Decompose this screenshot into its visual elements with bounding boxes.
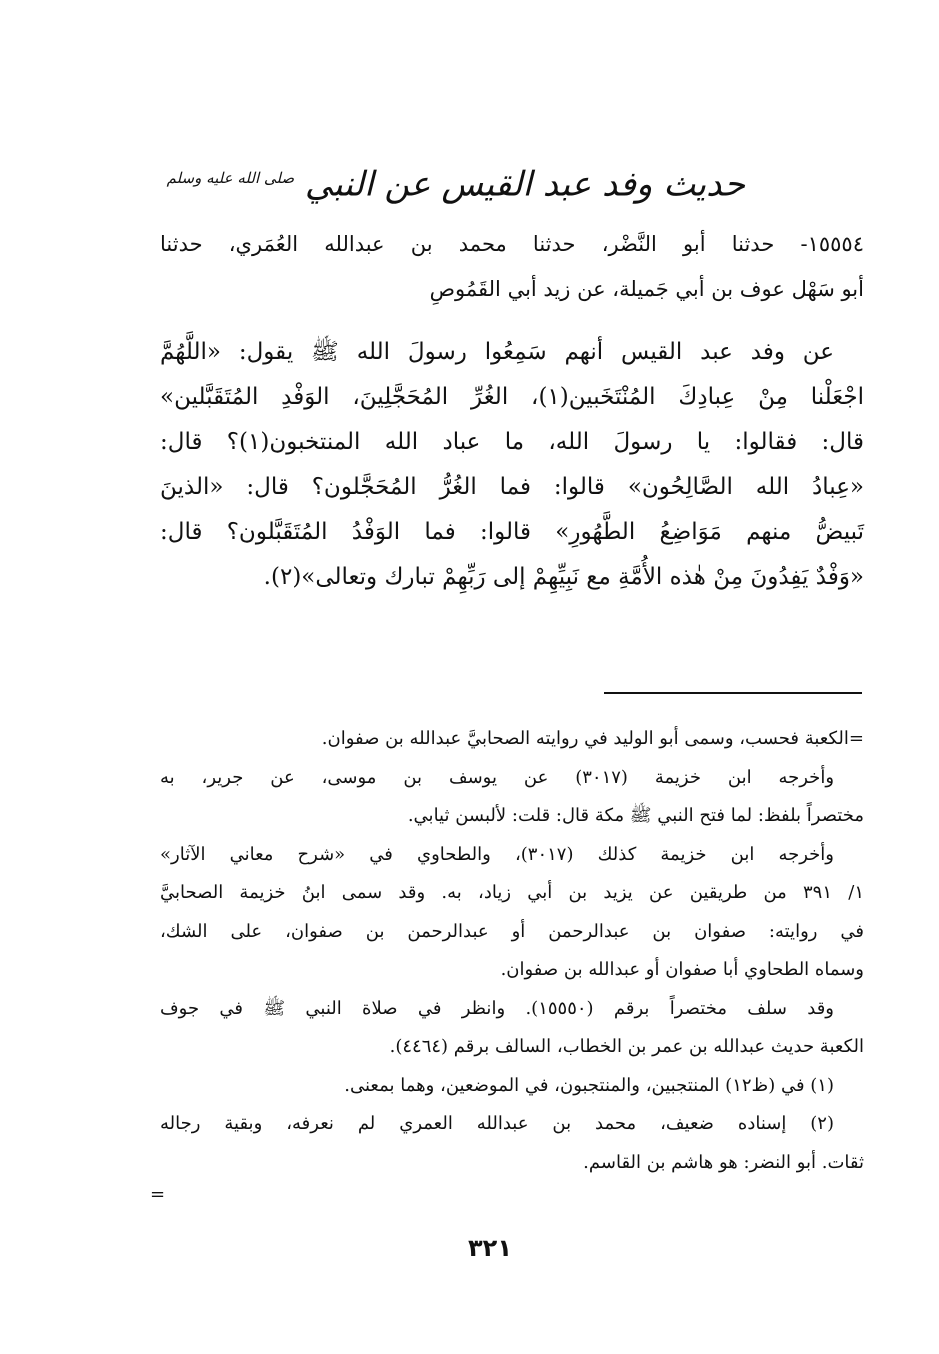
chapter-heading bbox=[166, 150, 745, 206]
footnote-line: وقد سلف مختصراً برقم (١٥٥٥٠). وانظر في صلاة النبي ﷺ في جوف bbox=[160, 997, 835, 1019]
continuation-mark: = bbox=[150, 1184, 166, 1205]
page-number: ٣٢١ bbox=[468, 1234, 512, 1262]
footnote-line: الكعبة حديث عبدالله بن عمر بن الخطاب، السالف برقم (٤٤٦٤). bbox=[389, 1036, 864, 1057]
footnotes bbox=[160, 720, 864, 1182]
footnote-line: وسماه الطحاوي أبا صفوان أو عبدالله بن صفوان. bbox=[500, 959, 864, 980]
matn-line: اجْعَلْنا مِنْ عِبادِكَ المُنْتَخَبين(١)، الغُرِّ المُحَجَّلِينَ، الوَفْدِ المُتَقَبَّلين» bbox=[160, 384, 864, 410]
footnote-line: وأخرجه ابن خزيمة كذلك (٣٠١٧)، والطحاوي في «شرح معاني الآثار» bbox=[160, 843, 835, 865]
footnote-line: (٢) إسناده ضعيف، محمد بن عبدالله العمري لم نعرفه، وبقية رجاله bbox=[160, 1113, 834, 1134]
hadith-isnad bbox=[160, 222, 864, 312]
salawat-ligature: صلى الله عليه وسلم bbox=[166, 169, 295, 187]
matn-line: «عِبادُ الله الصَّالِحُون» قالوا: فما الغُرُّ المُحَجَّلون؟ قال: «الذينَ bbox=[160, 474, 864, 500]
chapter-title: حديث وفد عبد القيس عن النبي bbox=[304, 164, 745, 205]
footnote-separator bbox=[604, 692, 862, 694]
footnote-line: ثقات. أبو النضر: هو هاشم بن القاسم. bbox=[583, 1151, 864, 1173]
matn-line: قال: فقالوا: يا رسولَ الله، ما عباد الله المنتخبون(١)؟ قال: bbox=[160, 429, 864, 455]
matn-line: «وَفْدٌ يَفِدُونَ مِنْ هٰذه الأُمَّةِ مع نَبِيِّهِمْ إلى رَبِّهِمْ تبارك وتعالى»(٢). bbox=[263, 564, 864, 590]
isnad-line: أبو سَهْل عوف بن أبي جَميلة، عن زيد أبي القَمُوصِ bbox=[429, 277, 864, 301]
matn-line: عن وفد عبد القيس أنهم سَمِعُوا رسولَ الله ﷺ يقول: «اللَّهُمَّ bbox=[160, 339, 834, 365]
footnote-line: وأخرجه ابن خزيمة (٣٠١٧) عن يوسف بن موسى، عن جرير، به bbox=[160, 766, 835, 788]
footnote-line: في روايته: صفوان بن عبدالرحمن أو عبدالرحمن بن صفوان، على الشك، bbox=[160, 920, 864, 942]
footnote-line: (١) في (ظ١٢) المنتجبين، والمنتجبون، في الموضعين، وهما بمعنى. bbox=[344, 1074, 834, 1096]
isnad-line: ١٥٥٥٤- حدثنا أبو النَّضْر، حدثنا محمد بن عبدالله العُمَري، حدثنا bbox=[160, 232, 864, 256]
footnote-line: =الكعبة فحسب، وسمى أبو الوليد في روايته الصحابيَّ عبدالله بن صفوان. bbox=[321, 728, 864, 749]
footnote-line: ١/ ٣٩١ من طريقين عن يزيد بن أبي زياد، به. وقد سمى ابنُ خزيمة الصحابيَّ bbox=[160, 882, 864, 903]
footnote-line: مختصراً بلفظ: لما فتح النبي ﷺ مكة قال: قلت: لألبسن ثيابي. bbox=[407, 805, 864, 826]
matn-line: تَبيضُّ منهم مَوَاضِعُ الطَّهُورِ» قالوا: فما الوَفْدُ المُتَقَبَّلون؟ قال: bbox=[160, 519, 864, 545]
hadith-matn bbox=[160, 330, 864, 600]
